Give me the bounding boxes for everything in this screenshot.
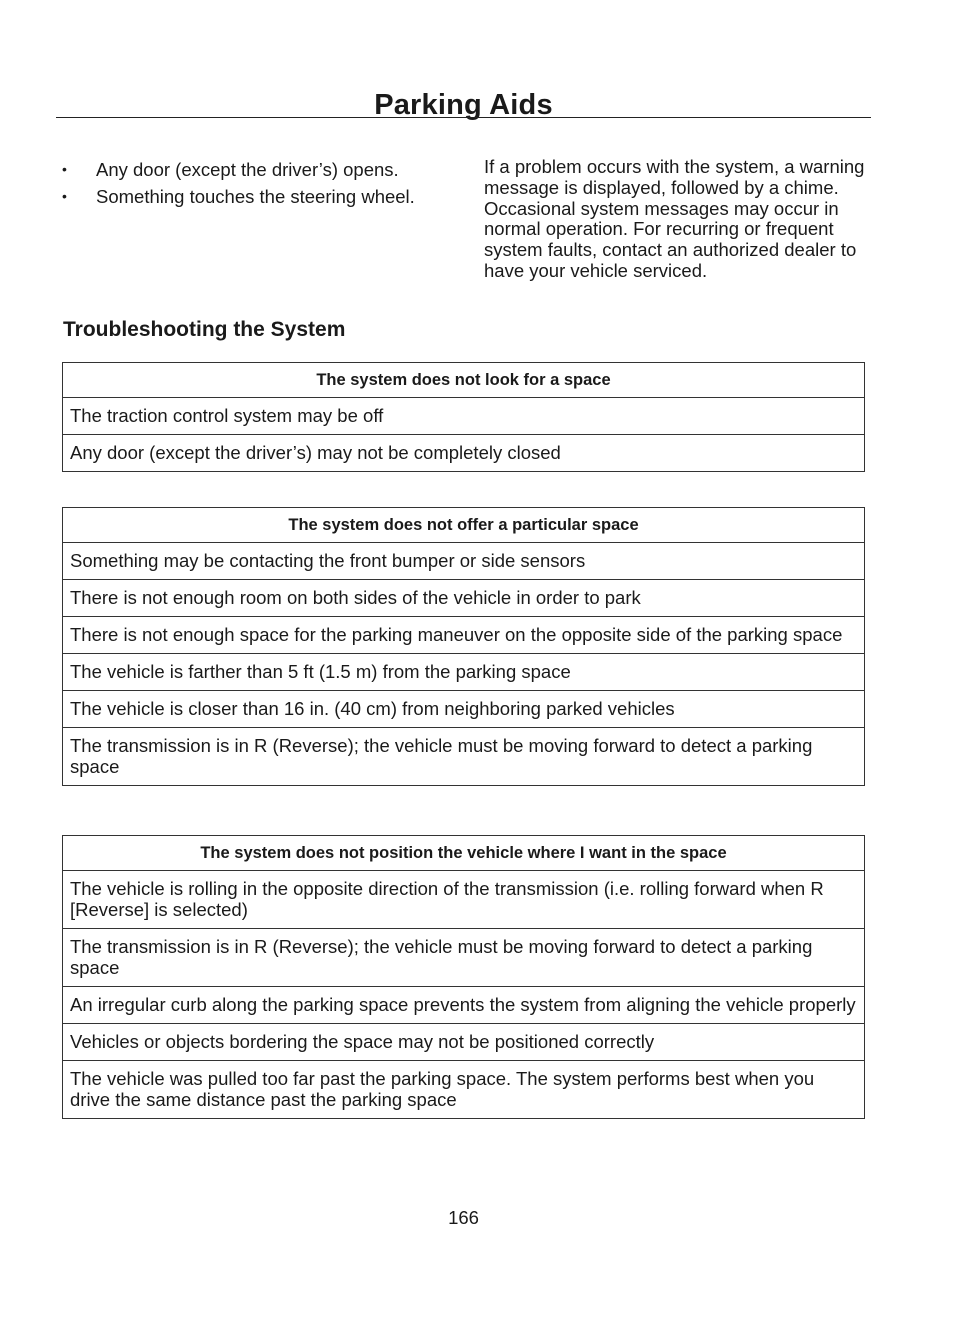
bullet-text: Something touches the steering wheel.	[96, 186, 415, 207]
table-row	[63, 580, 865, 617]
table-row	[63, 1024, 865, 1061]
table-row	[63, 398, 865, 435]
table-cell: There is not enough space for the parking maneuver on the opposite side of the parking space	[63, 617, 865, 654]
system-problem-paragraph: If a problem occurs with the system, a warning message is displayed, followed by a chime. Occasional system messages may occur in normal operation. For recurring or frequent system faults, contact an authorized dealer to have your vehicle serviced.	[484, 156, 865, 281]
table-cell: Something may be contacting the front bumper or side sensors	[63, 543, 865, 580]
bullet-item	[62, 156, 462, 183]
bullet-marker: •	[62, 188, 67, 204]
bullet-text: Any door (except the driver’s) opens.	[96, 159, 399, 180]
table-row	[63, 929, 865, 987]
table-row	[63, 654, 865, 691]
table-cell: The vehicle is farther than 5 ft (1.5 m) from the parking space	[63, 654, 865, 691]
table-row	[63, 617, 865, 654]
table-row	[63, 871, 865, 929]
table-cell: The transmission is in R (Reverse); the vehicle must be moving forward to detect a parking space	[63, 728, 865, 786]
table-cell: The vehicle was pulled too far past the parking space. The system performs best when you drive the same distance past the parking space	[63, 1061, 865, 1119]
table-row	[63, 691, 865, 728]
table-cell: Any door (except the driver’s) may not be completely closed	[63, 435, 865, 472]
table-cell: Vehicles or objects bordering the space may not be positioned correctly	[63, 1024, 865, 1061]
bullet-marker: •	[62, 161, 67, 177]
troubleshooting-table-no-search	[62, 362, 865, 472]
table-header: The system does not look for a space	[63, 363, 865, 398]
table-row	[63, 987, 865, 1024]
troubleshooting-table-no-offer	[62, 507, 865, 786]
table-row	[63, 435, 865, 472]
table-cell: An irregular curb along the parking space prevents the system from aligning the vehicle properly	[63, 987, 865, 1024]
table-cell: The vehicle is rolling in the opposite direction of the transmission (i.e. rolling forward when R [Reverse] is selected)	[63, 871, 865, 929]
table-row	[63, 543, 865, 580]
bullet-list	[62, 156, 462, 210]
table-row	[63, 1061, 865, 1119]
page-number: 166	[448, 1207, 479, 1228]
table-header: The system does not offer a particular space	[63, 508, 865, 543]
table-cell: There is not enough room on both sides of the vehicle in order to park	[63, 580, 865, 617]
table-row	[63, 728, 865, 786]
bullet-item	[62, 183, 462, 210]
table-cell: The vehicle is closer than 16 in. (40 cm) from neighboring parked vehicles	[63, 691, 865, 728]
table-header: The system does not position the vehicle where I want in the space	[63, 836, 865, 871]
section-heading: Troubleshooting the System	[63, 318, 346, 341]
table-cell: The traction control system may be off	[63, 398, 865, 435]
table-cell: The transmission is in R (Reverse); the vehicle must be moving forward to detect a parking space	[63, 929, 865, 987]
page-title: Parking Aids	[374, 89, 553, 122]
troubleshooting-table-positioning	[62, 835, 865, 1119]
title-divider	[56, 117, 871, 118]
